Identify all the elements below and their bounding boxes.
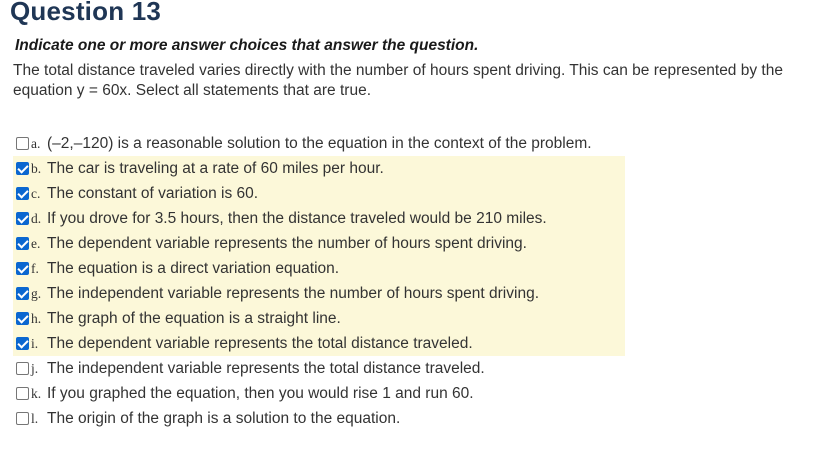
choice-text: (–2,–120) is a reasonable solution to the equation in the context of the problem. [47, 134, 592, 152]
answer-choices-list [13, 131, 625, 431]
choice-text: If you graphed the equation, then you would rise 1 and run 60. [47, 384, 474, 402]
answer-choice-f[interactable] [13, 256, 625, 281]
choice-text: The origin of the graph is a solution to the equation. [47, 409, 401, 427]
answer-choice-e[interactable] [13, 231, 625, 256]
choice-letter: c. [31, 185, 41, 201]
choice-letter: e. [31, 235, 41, 251]
answer-choice-g[interactable] [13, 281, 625, 306]
choice-text: The equation is a direct variation equation. [47, 259, 340, 277]
checkbox-checked[interactable] [16, 237, 29, 250]
checkbox-checked[interactable] [16, 287, 29, 300]
choice-text: If you drove for 3.5 hours, then the distance traveled would be 210 miles. [47, 209, 547, 227]
checkbox-checked[interactable] [16, 212, 29, 225]
question-instructions: Indicate one or more answer choices that answer the question. [15, 37, 479, 54]
choice-text: The dependent variable represents the total distance traveled. [47, 334, 473, 352]
choice-letter: f. [31, 260, 39, 276]
answer-choice-h[interactable] [13, 306, 625, 331]
checkbox-checked[interactable] [16, 262, 29, 275]
question-title: Question 13 [10, 0, 162, 26]
choice-letter: k. [31, 385, 42, 401]
choice-letter: i. [31, 335, 39, 351]
checkbox-unchecked[interactable] [16, 412, 29, 425]
choice-letter: l. [31, 410, 39, 426]
checkbox-checked[interactable] [16, 162, 29, 175]
checkbox-unchecked[interactable] [16, 362, 29, 375]
choice-letter: a. [31, 135, 41, 151]
choice-text: The car is traveling at a rate of 60 miles per hour. [47, 159, 384, 177]
answer-choice-l[interactable] [13, 406, 625, 431]
checkbox-checked[interactable] [16, 187, 29, 200]
choice-text: The graph of the equation is a straight line. [47, 309, 341, 327]
choice-letter: b. [31, 160, 42, 176]
answer-choice-a[interactable] [13, 131, 625, 156]
checkbox-checked[interactable] [16, 337, 29, 350]
answer-choice-j[interactable] [13, 356, 625, 381]
choice-text: The constant of variation is 60. [47, 184, 259, 202]
answer-choice-b[interactable] [13, 156, 625, 181]
choice-text: The independent variable represents the number of hours spent driving. [47, 284, 539, 302]
choice-text: The independent variable represents the total distance traveled. [47, 359, 485, 377]
choice-letter: j. [31, 360, 39, 376]
choice-text: The dependent variable represents the number of hours spent driving. [47, 234, 527, 252]
answer-choice-d[interactable] [13, 206, 625, 231]
answer-choice-c[interactable] [13, 181, 625, 206]
choice-letter: g. [31, 285, 42, 301]
checkbox-unchecked[interactable] [16, 137, 29, 150]
question-stem: The total distance traveled varies directly with the number of hours spent driving. This can be represented by the equation y = 60x. Select all statements that are true. [13, 62, 783, 99]
answer-choice-i[interactable] [13, 331, 625, 356]
checkbox-unchecked[interactable] [16, 387, 29, 400]
choice-letter: d. [31, 210, 42, 226]
checkbox-checked[interactable] [16, 312, 29, 325]
answer-choice-k[interactable] [13, 381, 625, 406]
choice-letter: h. [31, 310, 42, 326]
